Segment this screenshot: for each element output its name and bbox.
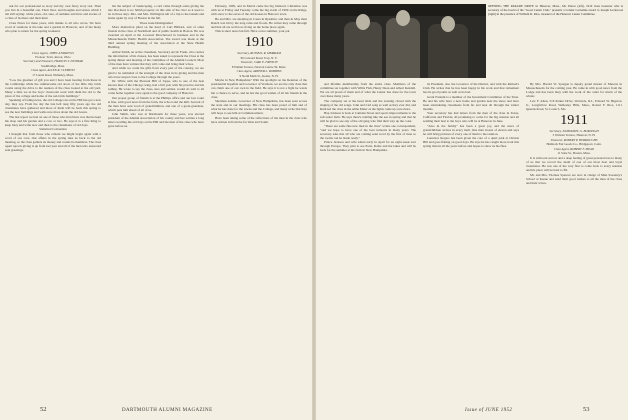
paragraph: its President, also the Governor of his District, and with the Retired's Club. He writes that he has been happy in his work and that retirement has its good points as well as its bad. xyxy=(423,82,519,95)
paragraph: I thought that from those who remain we might begin again with a word of our own. Our affairs in the spring take us back to the old meeting, so the class gathers its money and counts its members. The class agent reports giving is up from last year and all of the men who answered sent greetings. xyxy=(5,131,101,153)
class-officer-line: 3 Webster Terrace, Hanover, N. H. xyxy=(552,133,596,138)
running-head-right: Issue of JUNE 1952 xyxy=(465,408,513,413)
running-head-left: DARTMOUTH ALUMNI MAGAZINE xyxy=(122,408,213,413)
class-year-heading: 1911 xyxy=(560,112,588,128)
paragraph: Hap Johnson is back at Camden Street and sports improvements to the salt-water farm. He says there's nothing like the sea in spring and that he will be glad to see any of the old gang who find their way up the coast. xyxy=(320,111,416,124)
paragraph: Class Notes for these years, with thanks to all who wrote. We have word of reunions at the lake and a garden in Hanover, and of the many who plan to return for the spring weekend. xyxy=(5,20,101,33)
paragraph: and lifetime membership from the entire class. Members of the committee sat together with Willis Fish, Henry Dean and Albert Kendall. We are all proud of them and of what the Center has done for the town over these many years. xyxy=(320,82,416,99)
class-officer-line: Those Gone Distinguished xyxy=(139,20,173,25)
paragraph: More distinction piled on the head of Curt Hilliard, and of other friends in the class of Northfield and of public health in Boston. He was awarded an April at the Lowered Moscheroad in business and in the Massachusetts Public Health Association. The award was made at the third annual spring meeting of the association at the State Health Building. xyxy=(108,25,204,50)
class-officer-line: 8 Walnut Terrace, Newton Centre 59, Mass. xyxy=(231,64,287,69)
paragraph: The company sat at the head table and the evening closed with the singing of the old songs. John and Carl sang as well as they ever did, and Ruth led the class in the Alma Mater as the lights came up once more. xyxy=(320,98,416,111)
class-officer-line: Secretary, RUSSELL R. MERRIAM xyxy=(237,51,281,56)
photo-caption: OPENING THE PARADE DRIVE in Hanover, Mass., Mr. Pierce (left), 1910 class treasurer who is secretary of the board of the "Good Center Club," presents a Conner Cornelius award to Joseph Lockwood (right) in the presence of William R. Rice, treasurer of the Hanover Center Committee. xyxy=(488,4,623,16)
paragraph: "Lou, the gleamer of gift you and I have been hearing from these in the Cambridge while the cumbersome old doors of the little tiny brick rooms along the drive to the reunion of the class looked at the old yard. Many a time we in the boys' classroom went with them the old to the place of the college and home of the red-brick buildings." xyxy=(5,77,101,98)
paragraph: "There are some fine new men in the class" writes one correspondent, "and we hope to have one of the best turnouts in many years. The secretary asks that all who are coming send word by the first of June so the rooms can be made ready." xyxy=(320,123,416,140)
paragraph: Grant Farnum is a member of the Investment Committee of the Trust. He and his wife have a new home and garden near the shore and have been entertaining classmates from far and near all through the winter months. xyxy=(423,94,519,111)
paragraph: Laurence Rogers has been given the care of a quiet park at Clinton Hill and goes fishing on good days. He says he has caught more trout this spring than in all the years before and hopes to show us his flies. xyxy=(423,136,519,149)
paragraph: Have been taking some of the reflections of the men in the class who have written in from the far West and South. xyxy=(211,115,307,124)
class-officer-line: Secretary and Treasurer, FRANCIS T. DUNBAR xyxy=(23,59,83,64)
paragraph: And while we count the gifts from every part of the country, we are glad to be reminded of the strength of the class in its giving and the men who have stayed close to the College through the years. xyxy=(108,66,204,79)
class-officer-line: Class Agent, ROBERT F. MEAD xyxy=(553,146,595,151)
paragraph: Mr. and Mrs. Thomas Spencer are now in charge of Miss Sweeney's School at Keene and send their good wishes to all the men of the class and their wives. xyxy=(526,172,622,185)
paragraph: February, 1909, and in March came the big blizzard. Christmas was with us at Friday and Tuesday come the big storm of 1909 on the Ridge, with snow to the eaves of the old houses in Hanover town. xyxy=(211,4,307,17)
class-officer-line: Pioneer Trail, Akron, Ohio xyxy=(35,54,71,59)
class-officer-line: Treasurer, CARL E. FRENCH xyxy=(240,60,278,65)
paragraph: Speaking of fading news, the old College ran on the Hill has got a new day, they say. From the day the late bell rang fifty years ago the old classmates have gathered and more of them will be back this spring to see the new buildings and walk once more about the old Green. xyxy=(5,98,101,115)
class-officer-line: Hemlock Fair Goods Co., Bridgeport, Conn. xyxy=(546,142,602,147)
class-officer-line: 11 State St., Boston, Mass. xyxy=(557,151,591,156)
paragraph: John Smith, who was at Dartmouth for three years, was elected president of the Alumni Association of his county and has written a long letter recalling the old days on the Hill and the men of the class who have gone before us. xyxy=(108,112,204,129)
paragraph: Prince Jackson and wife sailed early in April for an eight-week tour through Europe. They plan to see Paris, Rome and the lakes and will be back for the summer at the farm in New Hampshire. xyxy=(320,140,416,153)
paragraph: By Mrs. Harold W. Sprague is deputy grand master of Masons in Massachusetts for the coming year. He came in with good news from the Lodge and has been busy with the work of the order for much of the winter. xyxy=(526,82,622,99)
class-officer-line: 17 Laurel Road, Wellesley, Mass. xyxy=(32,72,74,77)
right-column-2 xyxy=(423,82,519,398)
class-year-heading: 1909 xyxy=(39,34,67,50)
paragraph: On the subject of landscaping, a card came through some giving the tale that there is no Smith property on this side of the river as it used to be in those days. Mrs. and Mrs. Wellington tell of a trip to the islands and home again by way of Boston in the fall. xyxy=(108,4,204,21)
paragraph: This is short news but full. Have a nice summer, your pal. xyxy=(215,29,291,34)
class-year-heading: 1910 xyxy=(245,35,273,51)
left-column-1 xyxy=(5,4,101,398)
class-officer-line: Statistical Convention xyxy=(39,127,67,132)
class-officer-line: Southbridge, Mass. xyxy=(41,63,65,68)
class-officer-line: Secretary, NATHANIEL G. BURLEIGH xyxy=(549,128,599,133)
paragraph: Maybe in New Hampshire? With the spotlight on the Reunion of the presidential hopefuls and Governor of Vermont, we are the only class that can claim one of our own in the field. He says it is not a fight he wants but a chance to serve, and he has the good wishes of all his friends in the class. xyxy=(211,78,307,99)
right-page xyxy=(315,0,628,420)
right-column-3 xyxy=(526,82,622,398)
paragraph: "Also in the family" has been a great joy, and the news of grandchildren arrives in every mail. One man boasts of eleven and says he will bring pictures of every one of them to the reunion. xyxy=(423,123,519,136)
paragraph: Arthur Smith, an active classmate, Secretary Arctic Fresh, who carries the information of his classes, has been asked to represent the Class at the spring dinner and meeting of the committee of the Alumni Council. Most of the men have written that they will come and bring their wives. xyxy=(108,49,204,67)
page-number-right: 53 xyxy=(583,406,590,413)
paragraph: Our proper group of friends is at the Phillips office and our last count is fine, with good news from the farm, the school and the mill. Several of the men have sent word of grandchildren, and one of a great-grandson, which puts him ahead of all of us. xyxy=(108,95,204,112)
class-officer-line: 9 North Main St., Keene, N. H. xyxy=(239,73,279,78)
class-officer-line: Class Agent, JOHN ANDREWS xyxy=(31,50,75,55)
paragraph: Sherman Adams, Governor of New Hampshire, has been seen across the state and in our meetings. His class has been proud of him and of what he has done for the towns and the College, and many write that they will hope to see him at Commencement. xyxy=(211,99,307,116)
group-photo xyxy=(320,4,486,78)
page-number-left: 52 xyxy=(40,406,47,413)
class-officer-line: 96 Concord Road, Troy, N. Y. xyxy=(240,55,278,60)
paragraph: Lew F. Allen, 516 Parker Drive, Warwick, R.I., Edward W. Bigelow Jr., Longfellow Road, Wellesley Hills, Mass., Robert F. Rice, 1111 Queens Road, St. Louis 5, Mo. xyxy=(526,98,622,111)
left-page xyxy=(0,0,313,420)
left-column-2 xyxy=(108,4,204,398)
paragraph: It is with real sorrow and a deep feeling of great personal loss to many of us that we record the death of one of our most dear and loyal classmates. He was one of the very first to come back to every reunion and his place will be hard to fill. xyxy=(526,156,622,173)
class-officer-line: Treasurer, ROBERT P. BURROUGHS xyxy=(550,137,598,142)
paragraph: He and Mrs. are studying in Cassa in Ryeshire; and then in May their Ranch was hit by the long rains and floods. He writes they came through and that all are well now, living on the home place again. xyxy=(211,16,307,29)
class-officer-line: Class Agent, ALLEN R. CLEMENT xyxy=(31,68,75,73)
paragraph: Your secretary has had letters from the men of the class in Texas, California and Florida, all promising to come for the big reunion and all sending their best to the boys who will be at Hanover in June. xyxy=(423,111,519,124)
paragraph: The last report we had on one of those who lived here was that he kept his shop and his garden and a cow or two. He says it is a fine thing to keep busy and write now and then to the classmates of old days. xyxy=(5,114,101,127)
right-column-1 xyxy=(320,82,416,398)
class-officer-line: Class Agent, ARTHUR L. ROBBINS xyxy=(236,69,282,74)
left-column-3 xyxy=(211,4,307,398)
paragraph: Dr. White with the Pleasant Hill of Joppa, who is one of the best known men of the Chicago wing, had a full year with his practice and his sailing. He wrote to say the class, sure and settled, would do well to all come home together once again to the good company of Hanover. xyxy=(108,79,204,96)
paragraph: ask for our professional as story and my own fancy story rest. Then you live in a beautiful one. Their lives, and thoughts and stories which I am still saying: white years, old, sure, of summer and lives and stories of a class of brothers and their kind. xyxy=(5,4,101,21)
